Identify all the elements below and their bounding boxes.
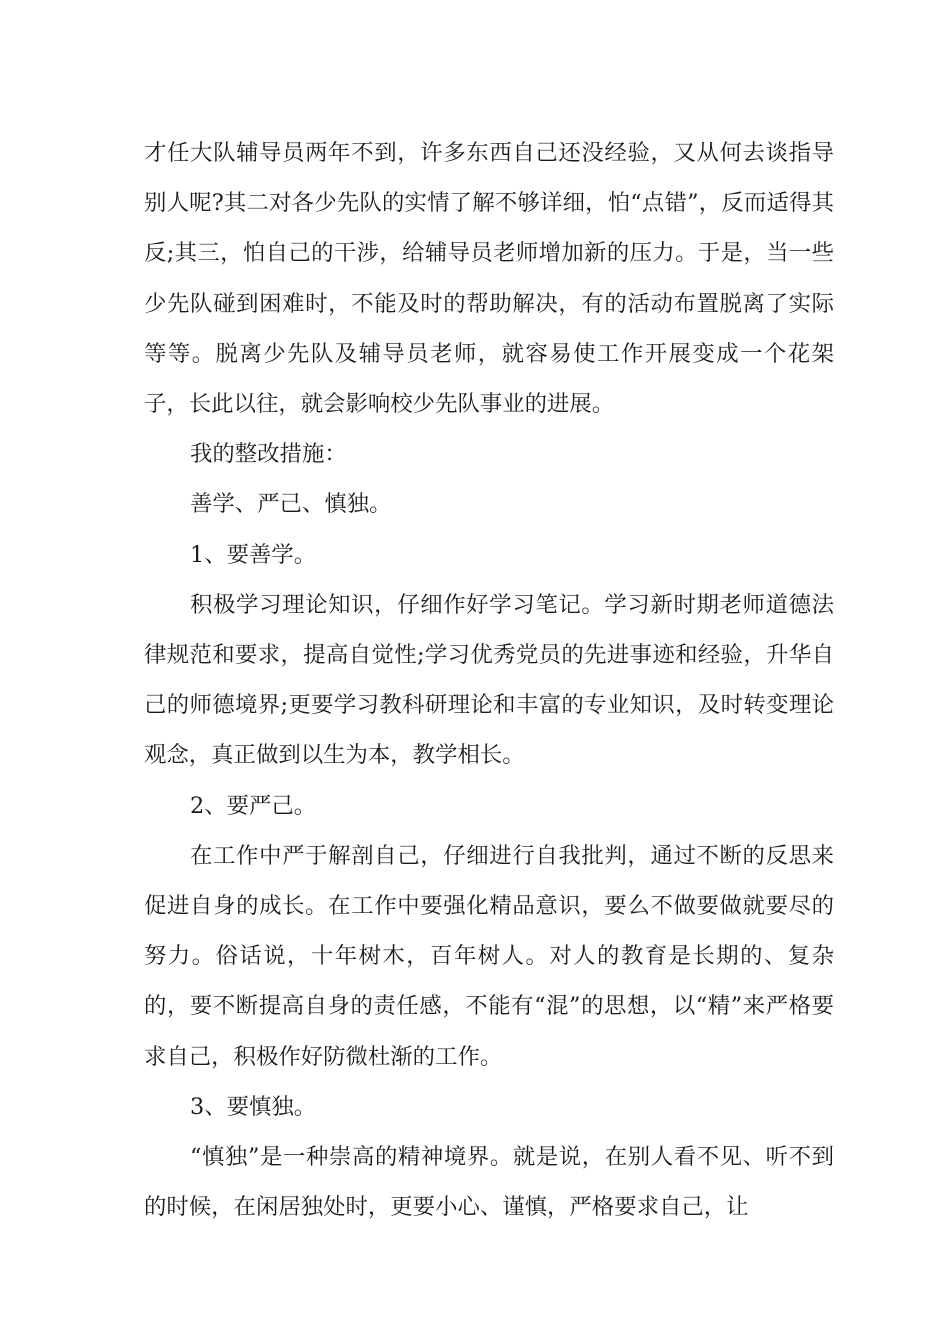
paragraph-measures-summary: 善学、严己、慎独。	[190, 491, 392, 518]
paragraph-self-discipline: 在工作中严于解剖自己，仔细进行自我批判，通过不断的反思来促进自身的成长。在工作中要强化精品意识，要么不做要做就要尽的努力。俗话说，十年树木，百年树人。对人的教育是长期的、复杂的，要不断提高自身的责任感，不能有“混”的思想，以“精”来严格要求自己，积极作好防微杜渐的工作。	[144, 842, 834, 1070]
section-heading-self-discipline: 2、要严己。	[190, 792, 317, 819]
section-heading-prudence: 3、要慎独。	[190, 1093, 317, 1120]
paragraph-measures-heading: 我的整改措施：	[190, 441, 347, 468]
paragraph-prudence: “慎独”是一种崇高的精神境界。就是说，在别人看不见、听不到的时候，在闲居独处时，更要小心、谨慎，严格要求自己，让	[144, 1144, 834, 1221]
section-heading-study: 1、要善学。	[190, 541, 317, 568]
paragraph-study: 积极学习理论知识，仔细作好学习笔记。学习新时期老师道德法律规范和要求，提高自觉性;学习优秀党员的先进事迹和经验，升华自己的师德境界;更要学习教科研理论和丰富的专业知识，及时转变理论观念，真正做到以生为本，教学相长。	[144, 591, 834, 769]
document-body	[144, 128, 834, 1232]
paragraph-continuation: 才任大队辅导员两年不到，许多东西自己还没经验，又从何去谈指导别人呢?其二对各少先队的实情了解不够详细，怕“点错”，反而适得其反;其三，怕自己的干涉，给辅导员老师增加新的压力。于是，当一些少先队碰到困难时，不能及时的帮助解决，有的活动布置脱离了实际等等。脱离少先队及辅导员老师，就容易使工作开展变成一个花架子，长此以往，就会影响校少先队事业的进展。	[144, 140, 834, 418]
